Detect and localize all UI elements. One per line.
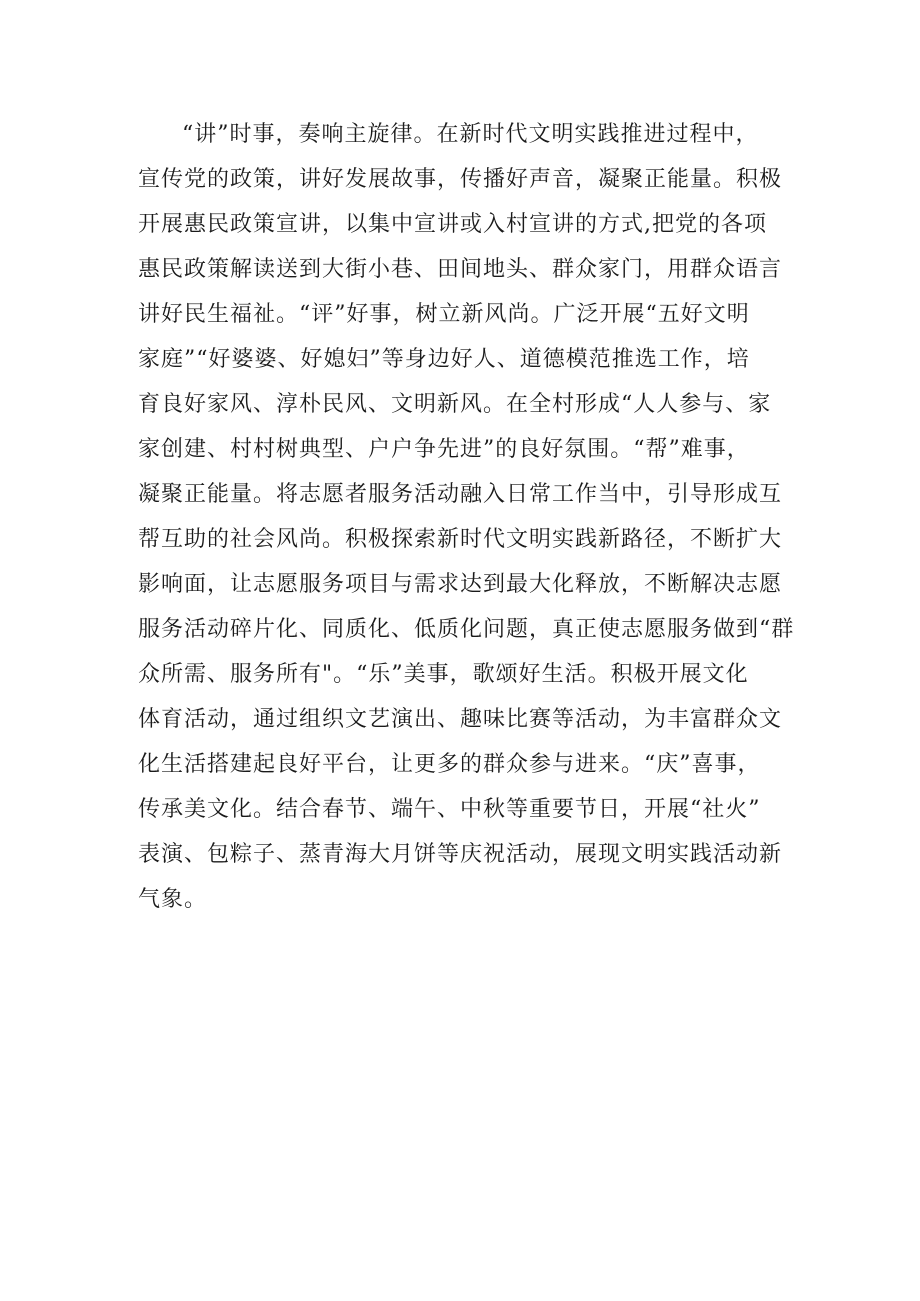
paragraph-line-15: 化生活搭建起良好平台，让更多的群众参与进来。“庆”喜事，: [138, 752, 761, 777]
paragraph-line-2: 宣传党的政策，讲好发展故事，传播好声音，凝聚正能量。积极: [138, 167, 783, 192]
paragraph-line-1: “讲”时事，奏响主旋律。在新时代文明实践推进过程中，: [182, 122, 759, 147]
paragraph-line-18: 气象。: [138, 887, 208, 912]
paragraph-line-5: 讲好民生福祉。“评”好事，树立新风尚。广泛开展“五好文明: [138, 302, 750, 327]
paragraph-line-6: 家庭”“好婆婆、好媳妇”等身边好人、道德模范推选工作，培: [138, 347, 750, 372]
paragraph-line-17: 表演、包粽子、蒸青海大月饼等庆祝活动，展现文明实践活动新: [138, 842, 783, 867]
paragraph-line-10: 帮互助的社会风尚。积极探索新时代文明实践新路径，不断扩大: [138, 527, 783, 552]
paragraph-line-16: 传承美文化。结合春节、端午、中秋等重要节日，开展“社火”: [138, 797, 761, 822]
paragraph-line-9: 凝聚正能量。将志愿者服务活动融入日常工作当中，引导形成互: [138, 482, 783, 507]
paragraph-line-12: 服务活动碎片化、同质化、低质化问题，真正使志愿服务做到“群: [138, 617, 795, 642]
paragraph-line-3: 开展惠民政策宣讲，以集中宣讲或入村宣讲的方式,把党的各项: [138, 212, 767, 237]
body-paragraph: [138, 112, 798, 922]
paragraph-line-8: 家创建、村村树典型、户户争先进”的良好氛围。“帮”难事，: [138, 437, 750, 462]
paragraph-line-4: 惠民政策解读送到大街小巷、田间地头、群众家门，用群众语言: [138, 257, 783, 282]
paragraph-line-13: 众所需、服务所有"。“乐”美事，歌颂好生活。积极开展文化: [138, 662, 749, 687]
paragraph-line-11: 影响面，让志愿服务项目与需求达到最大化释放，不断解决志愿: [138, 572, 783, 597]
paragraph-line-14: 体育活动，通过组织文艺演出、趣味比赛等活动，为丰富群众文: [138, 707, 783, 732]
paragraph-line-7: 育良好家风、淳朴民风、文明新风。在全村形成“人人参与、家: [138, 392, 772, 417]
